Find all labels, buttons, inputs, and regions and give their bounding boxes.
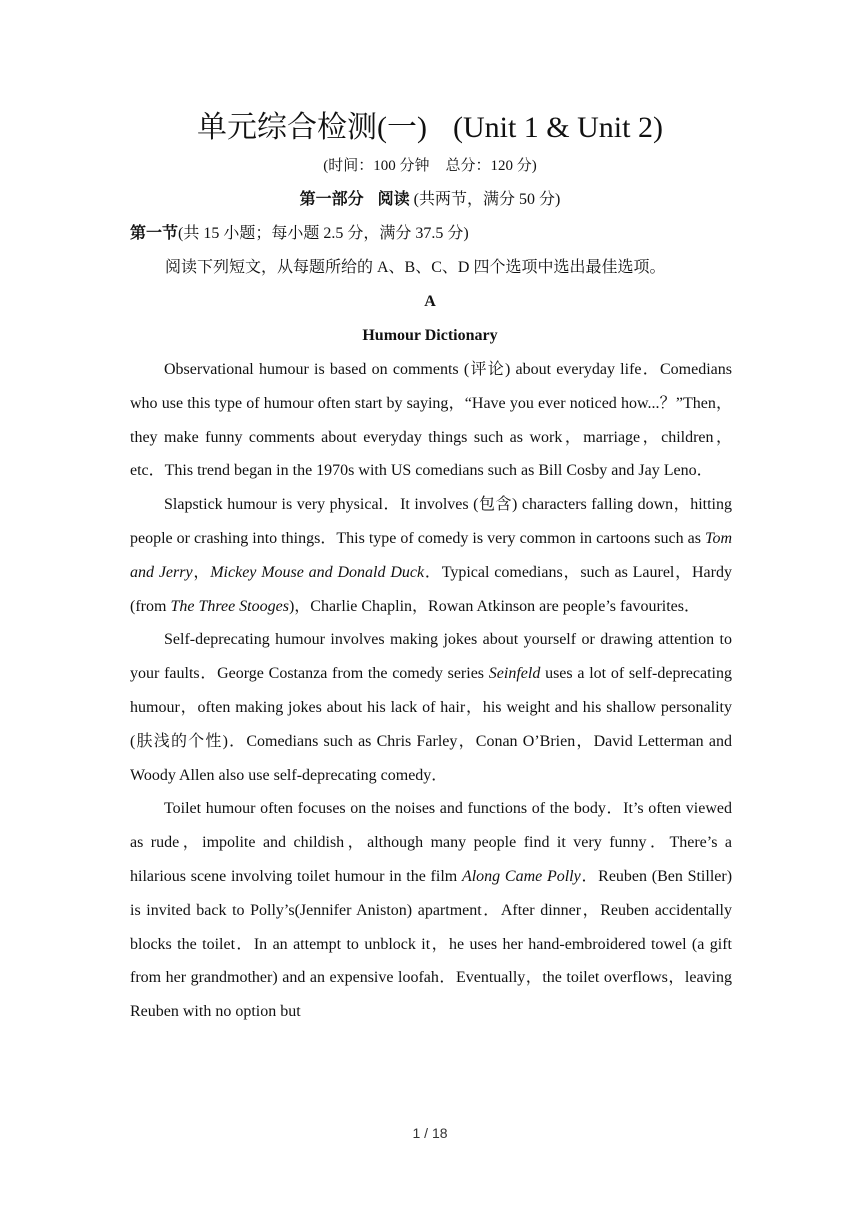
part-name: 阅读: [377, 191, 410, 208]
title-chinese: 单元综合检测(一): [197, 111, 427, 144]
series-title: Seinfeld: [488, 665, 541, 683]
cartoon-title: Mickey Mouse and Donald Duck: [210, 563, 425, 581]
show-title: The Three Stooges: [170, 597, 289, 615]
section-heading: [130, 223, 469, 245]
paragraph-slapstick: Slapstick humour is very physical．It involves (包含) characters falling down，hitting people or crashing into things．This type of comedy is very common in cartoons such as Tom and Jerry，Mickey Mouse and Donald Duck．Typical comedians，such as Laurel，Hardy (from The Three Stooges)，Charlie Chaplin，Rowan Atkinson are people’s favourites．: [130, 496, 732, 615]
page-number: 1 / 18: [412, 1125, 448, 1141]
paragraph-self-deprecating: Self-deprecating humour involves making jokes about yourself or drawing attention to your faults．George Costanza from the comedy series Seinfeld uses a lot of self-deprecating humour，often making jokes about his lack of hair，his weight and his shallow personality (肤浅的个性)．Comedians such as Chris Farley，Conan O’Brien，David Letterman and Woody Allen also use self-deprecating comedy．: [130, 631, 732, 784]
time-limit: (时间：100 分钟: [323, 158, 430, 174]
instruction-text: 阅读下列短文，从每题所给的 A、B、C、D 四个选项中选出最佳选项。: [165, 259, 666, 276]
title-units: (Unit 1 & Unit 2): [452, 111, 663, 144]
page-title: [0, 108, 860, 148]
passage-body: [130, 353, 732, 1029]
exam-info: [0, 156, 860, 176]
part-detail: (共两节，满分 50 分): [413, 191, 561, 208]
part-heading: [0, 189, 860, 211]
total-score: 总分：120 分): [445, 158, 537, 174]
paragraph-observational: Observational humour is based on comments (评论) about everyday life．Comedians who use this type of humour often start by saying，“Have you ever noticed how...？”Then，they make funny comments about everyday things such as work，marriage，children，etc．This trend began in the 1970s with US comedians such as Bill Cosby and Jay Leno．: [130, 361, 732, 480]
section-label: 第一节: [130, 225, 179, 242]
cartoon-title: Tom and Jerry: [130, 529, 732, 581]
section-detail: (共 15 小题；每小题 2.5 分，满分 37.5 分): [178, 225, 469, 242]
passage-letter: A: [424, 293, 436, 310]
part-label: 第一部分: [299, 191, 364, 208]
film-title: Along Came Polly: [461, 867, 581, 885]
paragraph-toilet: Toilet humour often focuses on the noises and functions of the body．It’s often viewed as rude，impolite and childish，although many people find it very funny．There’s a hilarious scene involving toilet humour in the film Along Came Polly．Reuben (Ben Stiller) is invited back to Polly’s(Jennifer Aniston) apartment．After dinner，Reuben accidentally blocks the toilet．In an attempt to unblock it，he uses her hand-embroidered towel (a gift from her grandmother) and an expensive loofah．Eventually，the toilet overflows，leaving Reuben with no option but: [130, 800, 733, 1021]
passage-title: Humour Dictionary: [362, 327, 498, 344]
